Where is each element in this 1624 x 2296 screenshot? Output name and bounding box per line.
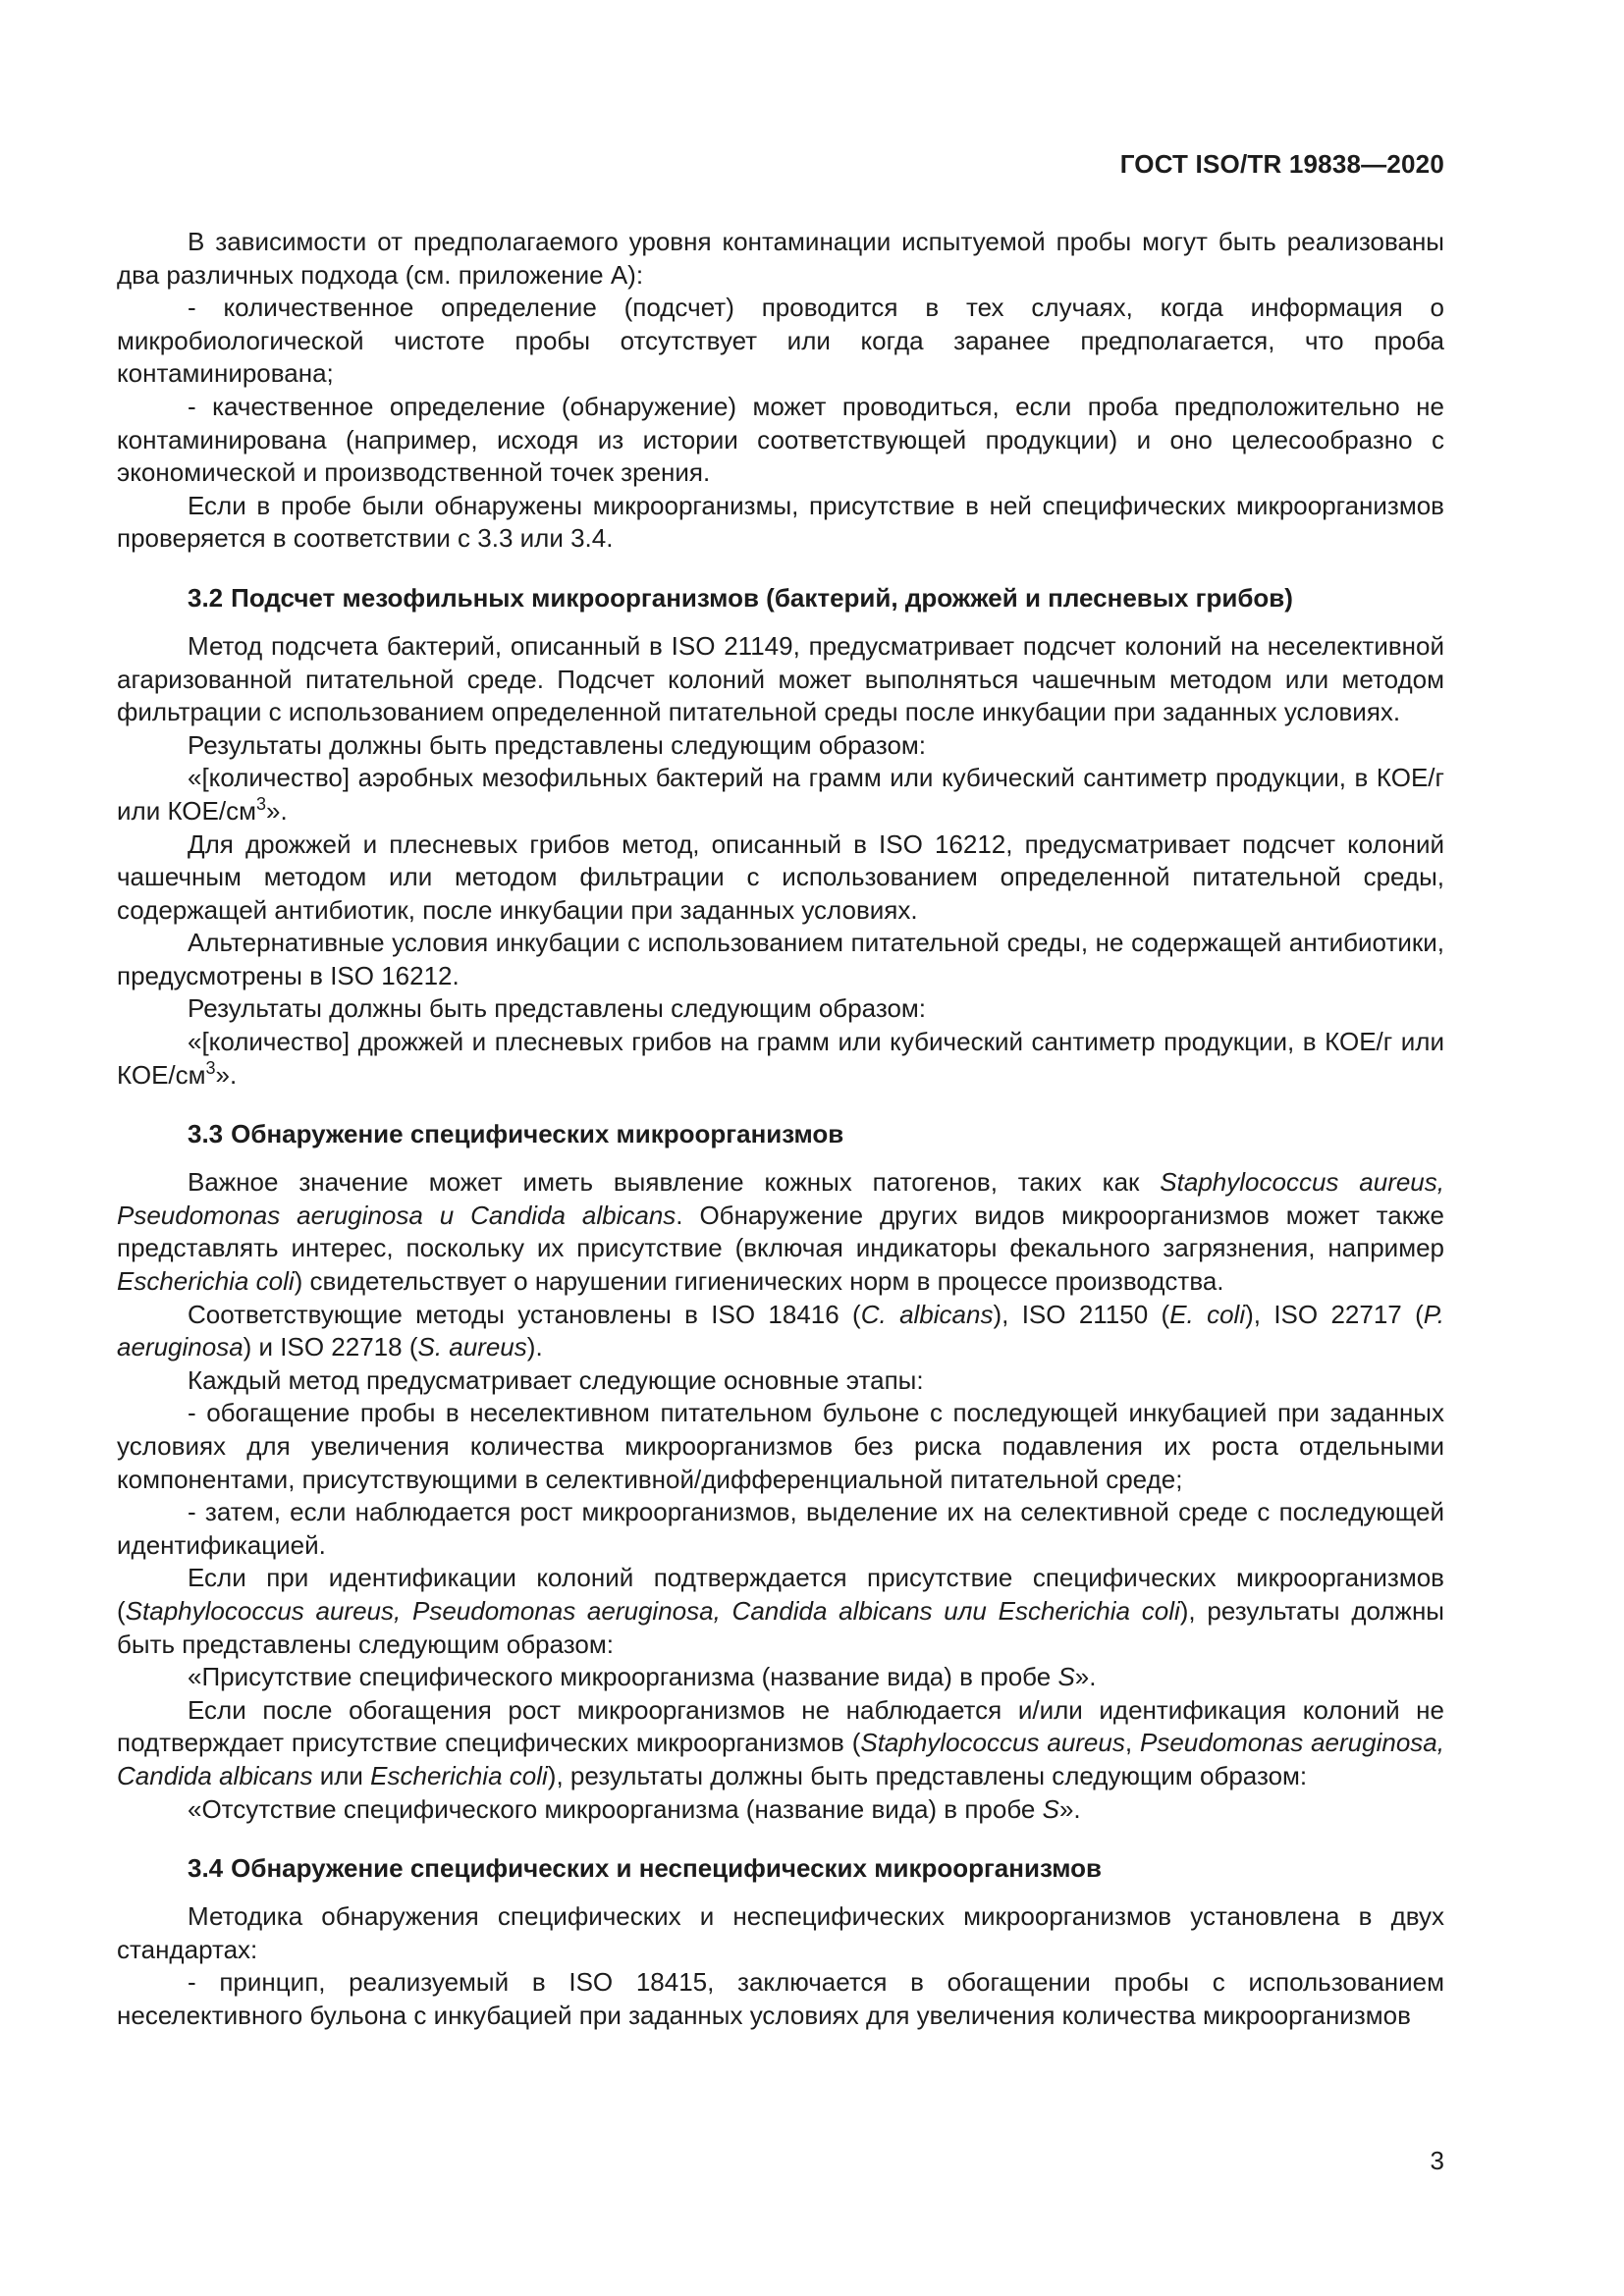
paragraph — [117, 1793, 1444, 1827]
text-run: «Присутствие специфического микроорганизма (название вида) в пробе — [188, 1662, 1058, 1692]
paragraph — [117, 630, 1444, 729]
paragraph — [117, 490, 1444, 556]
text-run: Если после обогащения рост микроорганизмов не наблюдается и/или идентификация колоний не подтверждает присутствие специфических микроорганизмов ( — [117, 1694, 1444, 1758]
text-run: - качественное определение (обнаружение) может проводиться, если проба предположительно не контаминирована (например, исходя из истории соответствующей продукции) и оно целесообразно с экономической и производственной точек зрения. — [117, 391, 1444, 488]
text-run: ». — [215, 1059, 238, 1090]
section-number: 3.4 — [188, 1853, 224, 1884]
text-run: - обогащение пробы в неселективном питательном бульоне с последующей инкубацией при заданных условиях для увеличения количества микроорганизмов без риска подавления их роста отдельными компонентами, присутствующими в селективной/дифференциальной питательной среде; — [117, 1398, 1444, 1494]
paragraph — [117, 1364, 1444, 1398]
text-run: ». — [1074, 1662, 1097, 1692]
text-run: «Отсутствие специфического микроорганизма (название вида) в пробе — [188, 1793, 1043, 1824]
text-run: ), результаты должны быть представлены следующим образом: — [547, 1760, 1308, 1790]
text-run: ) и ISO 22718 ( — [243, 1332, 418, 1362]
text-run: ), результаты должны быть представлены следующим образом: — [117, 1595, 1444, 1659]
italic-text: C. albicans — [860, 1299, 994, 1329]
text-run: Результаты должны быть представлены следующим образом: — [188, 729, 927, 760]
section-heading — [117, 581, 1444, 614]
paragraph — [117, 1166, 1444, 1298]
text-run: Если при идентификации колоний подтверждается присутствие специфических микроорганизмов ( — [117, 1563, 1444, 1626]
paragraph — [117, 1397, 1444, 1496]
paragraph — [117, 1694, 1444, 1793]
paragraph — [117, 762, 1444, 828]
section-title: Обнаружение специфических микроорганизмов — [231, 1119, 844, 1149]
paragraph — [117, 1026, 1444, 1092]
italic-text: Pseudomonas aeruginosa, Candida albicans — [117, 1728, 1444, 1790]
text-run: ). — [526, 1332, 543, 1362]
paragraph — [117, 391, 1444, 490]
italic-text: S — [1042, 1793, 1059, 1824]
text-run: Результаты должны быть представлены следующим образом: — [188, 993, 927, 1024]
text-run: - затем, если наблюдается рост микроорганизмов, выделение их на селективной среде с последующей идентификацией. — [117, 1497, 1444, 1560]
paragraph — [117, 927, 1444, 992]
paragraph — [117, 292, 1444, 391]
paragraph — [117, 1966, 1444, 2032]
italic-text: P. aeruginosa — [117, 1299, 1444, 1362]
italic-text: Escherichia coli — [370, 1760, 548, 1790]
section-title: Подсчет мезофильных микроорганизмов (бактерий, дрожжей и плесневых грибов) — [231, 582, 1293, 613]
document-code-header: ГОСТ ISO/TR 19838—2020 — [1119, 149, 1444, 179]
text-run: В зависимости от предполагаемого уровня контаминации испытуемой пробы могут быть реализованы два различных подхода (см. приложение А): — [117, 227, 1444, 290]
paragraph — [117, 992, 1444, 1026]
text-run: - количественное определение (подсчет) проводится в тех случаях, когда информация о микробиологической чистоте пробы отсутствует или когда заранее предполагается, что проба контаминирована; — [117, 293, 1444, 389]
text-run: - принцип, реализуемый в ISO 18415, заключается в обогащении пробы с использованием неселективного бульона с инкубацией при заданных условиях для увеличения количества микроорганизмов — [117, 1967, 1444, 2030]
text-run: «[количество] аэробных мезофильных бактерий на грамм или кубический сантиметр продукции, в КОЕ/г или КОЕ/см — [117, 763, 1444, 826]
italic-text: E. coli — [1169, 1299, 1246, 1329]
text-run: . Обнаружение других видов микроорганизмов может также представлять интерес, поскольку их присутствие (включая индикаторы фекального загрязнения, например — [117, 1200, 1444, 1263]
superscript: 3 — [205, 1057, 216, 1078]
italic-text: Escherichia coli — [117, 1266, 295, 1297]
italic-text: Staphylococcus aureus, Pseudomonas aeruginosa, Candida albicans или Escherichia coli — [125, 1595, 1180, 1626]
text-run: Для дрожжей и плесневых грибов метод, описанный в ISO 16212, предусматривает подсчет колоний чашечным методом или методом фильтрации с использованием определенной питательной среды, содержащей антибиотик, после инкубации при заданных условиях. — [117, 828, 1444, 925]
paragraph — [117, 1661, 1444, 1694]
paragraph — [117, 729, 1444, 763]
paragraph — [117, 1900, 1444, 1966]
text-run: ), ISO 22717 ( — [1245, 1299, 1424, 1329]
section-heading — [117, 1117, 1444, 1150]
text-run: , — [1124, 1728, 1140, 1758]
text-run: Соответствующие методы установлены в ISO 18416 ( — [188, 1299, 861, 1329]
italic-text: Staphylococcus aureus — [860, 1728, 1125, 1758]
text-run: ». — [265, 795, 288, 826]
text-run: Метод подсчета бактерий, описанный в ISO 21149, предусматривает подсчет колоний на неселективной агаризованной питательной среде. Подсчет колоний может выполняться чашечным методом или методом фильтрации с использованием определенной питательной среды после инкубации при заданных условиях. — [117, 630, 1444, 727]
text-run: Методика обнаружения специфических и неспецифических микроорганизмов установлена в двух стандартах: — [117, 1901, 1444, 1964]
text-run: «[количество] дрожжей и плесневых грибов на грамм или кубический сантиметр продукции, в КОЕ/г или КОЕ/см — [117, 1027, 1444, 1090]
text-run: или — [312, 1760, 371, 1790]
paragraph — [117, 226, 1444, 292]
text-run: Альтернативные условия инкубации с использованием питательной среды, не содержащей антибиотики, предусмотрены в ISO 16212. — [117, 928, 1444, 990]
paragraph — [117, 1496, 1444, 1562]
italic-text: S — [1057, 1662, 1075, 1692]
section-heading — [117, 1851, 1444, 1885]
section-number: 3.3 — [188, 1119, 224, 1149]
superscript: 3 — [255, 793, 266, 814]
text-run: Если в пробе были обнаружены микроорганизмы, присутствие в ней специфических микроорганизмов проверяется в соответствии с 3.3 или 3.4. — [117, 490, 1444, 554]
text-run: Важное значение может иметь выявление кожных патогенов, таких как — [188, 1167, 1161, 1198]
text-run: Каждый метод предусматривает следующие основные этапы: — [188, 1364, 924, 1395]
italic-text: Staphylococcus aureus, Pseudomonas aeruginosa и Candida albicans — [117, 1167, 1444, 1230]
italic-text: S. aureus — [417, 1332, 527, 1362]
document-body — [117, 226, 1444, 2033]
paragraph — [117, 828, 1444, 928]
text-run: ), ISO 21150 ( — [993, 1299, 1170, 1329]
page-number: 3 — [1430, 2146, 1444, 2175]
section-number: 3.2 — [188, 582, 224, 613]
paragraph — [117, 1299, 1444, 1364]
text-run: ) свидетельствует о нарушении гигиенических норм в процессе производства. — [294, 1266, 1224, 1297]
section-title: Обнаружение специфических и неспецифических микроорганизмов — [231, 1853, 1102, 1884]
text-run: ». — [1058, 1793, 1081, 1824]
paragraph — [117, 1562, 1444, 1661]
